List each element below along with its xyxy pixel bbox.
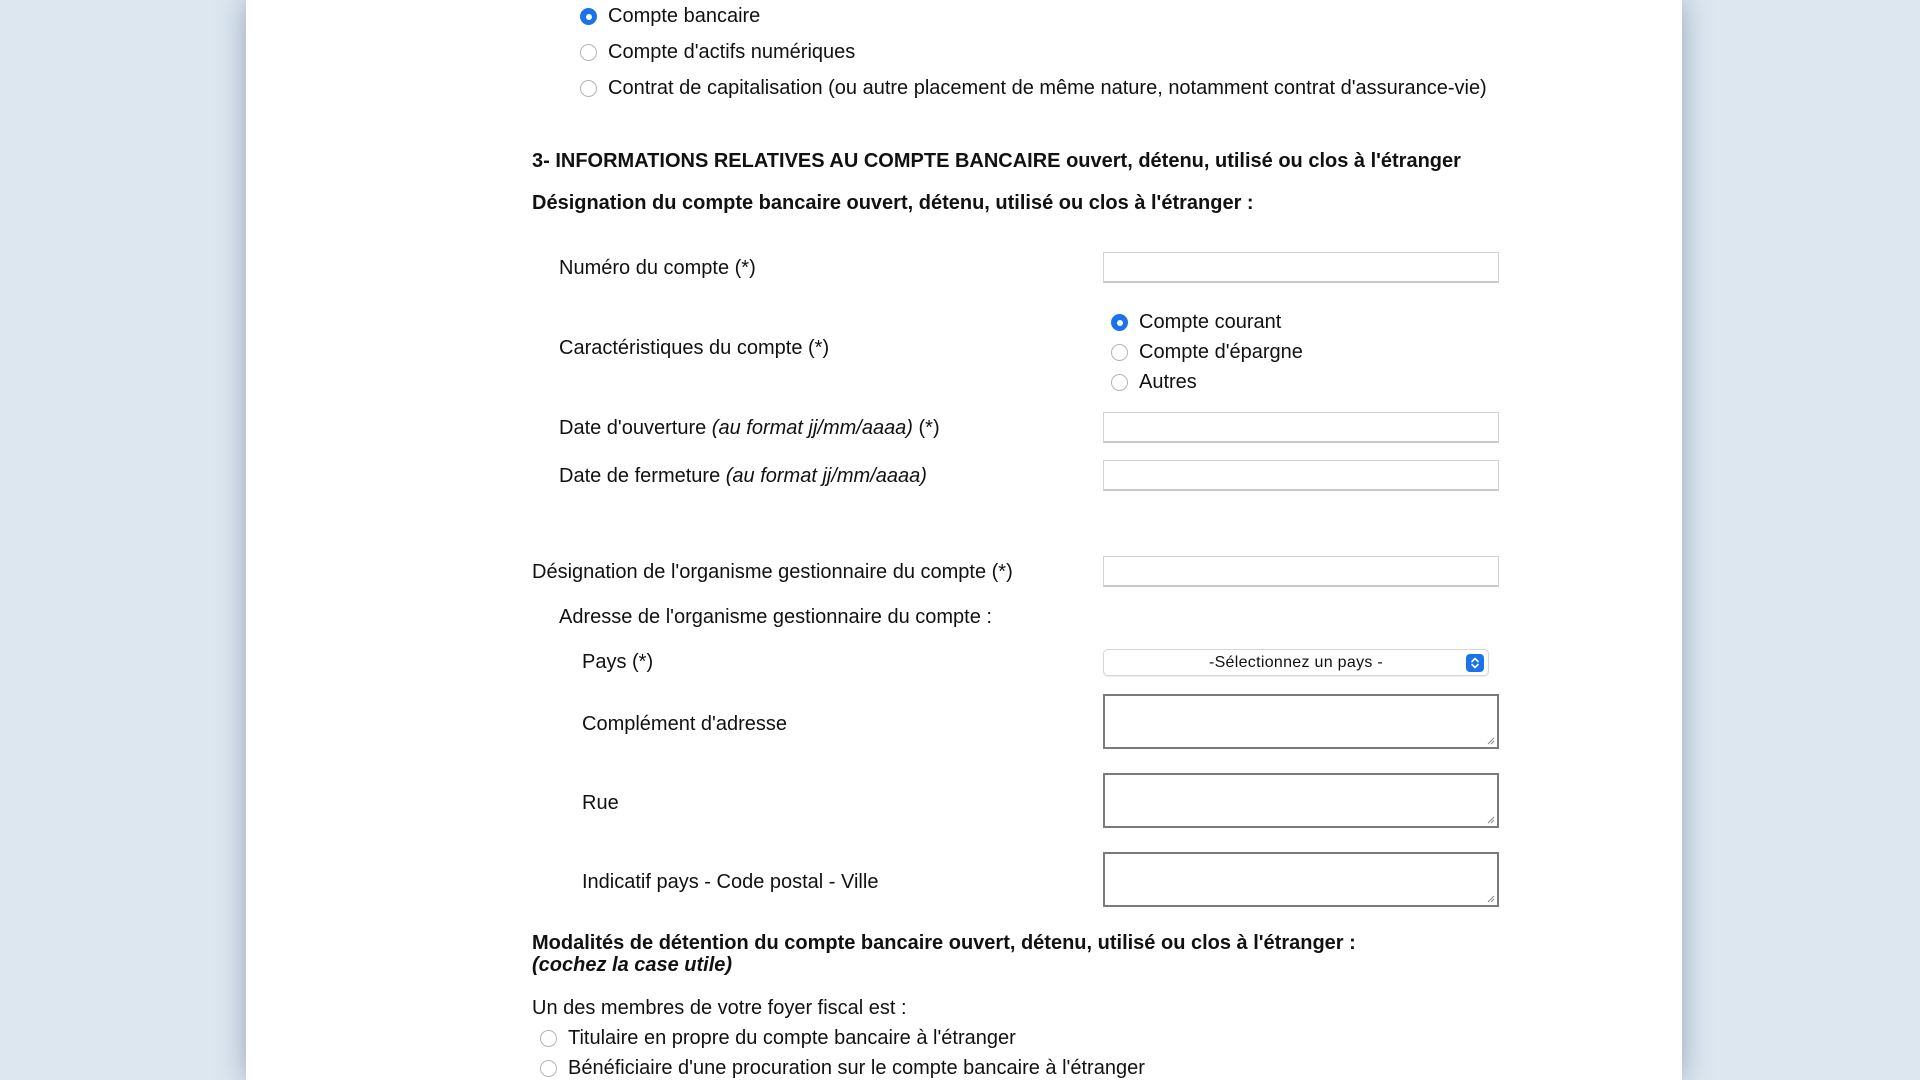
closing-date-label-text: Date de fermeture <box>559 465 726 487</box>
section-3-heading-prefix: 3- INFORMATIONS RELATIVES AU COMPTE BANCAIRE <box>532 150 1061 172</box>
section-3-heading <box>532 149 1461 173</box>
account-number-input[interactable] <box>1103 252 1499 283</box>
radio-compte-courant[interactable] <box>1111 314 1128 331</box>
radio-autres[interactable] <box>1111 374 1128 391</box>
account-designation-heading: Désignation du compte bancaire ouvert, détenu, utilisé ou clos à l'étranger : <box>532 192 1254 214</box>
opening-date-label-text: Date d'ouverture <box>559 417 712 439</box>
section-3-heading-suffix: ouvert, détenu, utilisé ou clos à l'étranger <box>1060 150 1461 172</box>
city-textarea[interactable] <box>1103 852 1499 907</box>
radio-beneficiaire-procuration[interactable] <box>540 1060 557 1077</box>
city-label: Indicatif pays - Code postal - Ville <box>582 871 879 893</box>
closing-date-label <box>559 464 927 488</box>
organism-designation-label: Désignation de l'organisme gestionnaire du compte (*) <box>532 561 1013 583</box>
radio-label-compte-courant: Compte courant <box>1139 311 1282 333</box>
radio-label-compte-actifs-numeriques: Compte d'actifs numériques <box>608 41 856 63</box>
account-number-label: Numéro du compte (*) <box>559 257 756 279</box>
radio-label-titulaire-en-propre: Titulaire en propre du compte bancaire à l'étranger <box>568 1027 1016 1049</box>
holding-intro: Un des membres de votre foyer fiscal est : <box>532 997 907 1019</box>
opening-date-input[interactable] <box>1103 412 1499 443</box>
closing-date-input[interactable] <box>1103 460 1499 491</box>
address-complement-label: Complément d'adresse <box>582 713 788 735</box>
account-characteristics-label: Caractéristiques du compte (*) <box>559 337 830 359</box>
select-chevron-icon <box>1466 654 1484 672</box>
radio-label-beneficiaire-procuration: Bénéficiaire d'une procuration sur le compte bancaire à l'étranger <box>568 1057 1145 1079</box>
opening-date-format-hint: (au format jj/mm/aaaa) <box>711 417 913 439</box>
country-label: Pays (*) <box>582 651 654 673</box>
radio-compte-epargne[interactable] <box>1111 344 1128 361</box>
organism-designation-input[interactable] <box>1103 556 1499 587</box>
resize-grip-icon[interactable] <box>1485 735 1495 745</box>
resize-grip-icon[interactable] <box>1485 893 1495 903</box>
holding-heading: Modalités de détention du compte bancaire ouvert, détenu, utilisé ou clos à l'étranger : <box>532 932 1356 954</box>
opening-date-required: (*) <box>912 417 940 439</box>
radio-label-compte-bancaire: Compte bancaire <box>608 5 761 27</box>
radio-label-compte-epargne: Compte d'épargne <box>1139 341 1303 363</box>
closing-date-format-hint: (au format jj/mm/aaaa) <box>725 465 927 487</box>
address-complement-textarea[interactable] <box>1103 694 1499 749</box>
country-select[interactable] <box>1103 649 1489 676</box>
radio-titulaire-en-propre[interactable] <box>540 1030 557 1047</box>
opening-date-label <box>559 416 940 440</box>
street-label: Rue <box>582 792 619 814</box>
resize-grip-icon[interactable] <box>1485 814 1495 824</box>
country-select-value: -Sélectionnez un pays - <box>1208 654 1384 671</box>
radio-label-autres: Autres <box>1139 371 1197 393</box>
radio-label-contrat-capitalisation: Contrat de capitalisation (ou autre placement de même nature, notamment contrat d'assurance-vie) <box>608 77 1487 99</box>
holding-hint: (cochez la case utile) <box>532 954 733 976</box>
radio-compte-bancaire[interactable] <box>580 8 597 25</box>
radio-compte-actifs-numeriques[interactable] <box>580 44 597 61</box>
radio-contrat-capitalisation[interactable] <box>580 80 597 97</box>
street-textarea[interactable] <box>1103 773 1499 828</box>
organism-address-heading: Adresse de l'organisme gestionnaire du compte : <box>559 606 992 628</box>
